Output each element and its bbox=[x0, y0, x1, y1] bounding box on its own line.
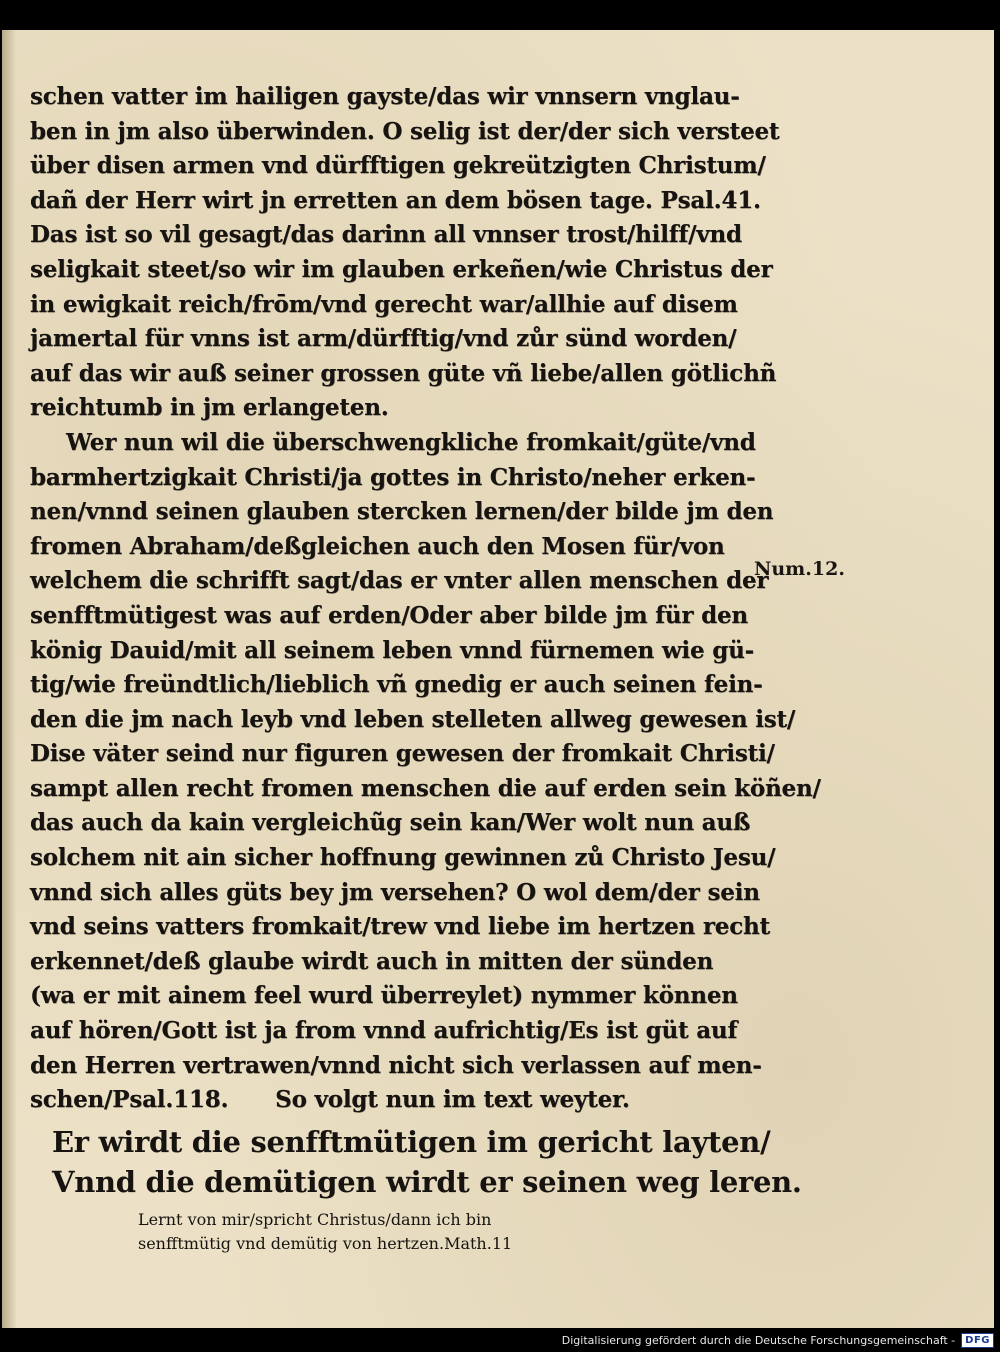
text-line: reichtumb in jm erlangeten. bbox=[30, 394, 389, 422]
text-line: erkennet/deß glaube wirdt auch in mitten der sünden bbox=[30, 947, 714, 975]
footer-text: Digitalisierung gefördert durch die Deutsche Forschungsgemeinschaft - bbox=[561, 1334, 956, 1347]
margin-reference: Num.12. bbox=[754, 558, 845, 580]
text-line: sampt allen recht fromen menschen die auf erden sein köñen/ bbox=[30, 774, 821, 802]
text-line: Das ist so vil gesagt/das darinn all vnnser trost/hilff/vnd bbox=[30, 221, 742, 249]
text-line: Wer nun wil die überschwengkliche fromkait/güte/vnd bbox=[66, 428, 756, 456]
verse-heading: Er wirdt die senfftmütigen im gericht layten/ bbox=[52, 1124, 771, 1159]
text-line: nen/vnnd seinen glauben stercken lernen/der bilde jm den bbox=[30, 498, 774, 526]
text-line: Dise väter seind nur figuren gewesen der fromkait Christi/ bbox=[30, 740, 775, 768]
text-line: schen/Psal.118. So volgt nun im text weyter. bbox=[30, 1086, 630, 1114]
text-line: vnnd sich alles güts bey jm versehen? O wol dem/der sein bbox=[30, 878, 760, 906]
text-line: in ewigkait reich/frōm/vnd gerecht war/allhie auf disem bbox=[30, 290, 738, 318]
text-line: senfftmütigest was auf erden/Oder aber bilde jm für den bbox=[30, 601, 748, 629]
verse-heading: Vnnd die demütigen wirdt er seinen weg leren. bbox=[52, 1164, 802, 1199]
gloss-line: Lernt von mir/spricht Christus/dann ich bin bbox=[138, 1209, 492, 1229]
text-line: über disen armen vnd dürfftigen gekreützigten Christum/ bbox=[30, 152, 766, 180]
text-line: dañ der Herr wirt jn erretten an dem bösen tage. Psal.41. bbox=[30, 186, 761, 214]
text-line: das auch da kain vergleichũg sein kan/Wer wolt nun auß bbox=[30, 809, 751, 837]
text-line: könig Dauid/mit all seinem leben vnnd fürnemen wie gü- bbox=[30, 636, 754, 664]
gloss-line: senfftmütig vnd demütig von hertzen.Math.11 bbox=[138, 1233, 513, 1253]
text-line: fromen Abraham/deßgleichen auch den Mosen für/von bbox=[30, 532, 725, 560]
digitization-footer bbox=[562, 1333, 994, 1348]
page-binding-edge bbox=[2, 30, 16, 1328]
text-line: vnd seins vatters fromkait/trew vnd liebe im hertzen recht bbox=[30, 913, 770, 941]
text-line: ben in jm also überwinden. O selig ist der/der sich versteet bbox=[30, 117, 780, 145]
text-line: den die jm nach leyb vnd leben stelleten allweg gewesen ist/ bbox=[30, 705, 796, 733]
text-line: welchem die schrifft sagt/das er vnter allen menschen der bbox=[30, 567, 769, 595]
text-line: auf hören/Gott ist ja from vnnd aufrichtig/Es ist güt auf bbox=[30, 1017, 738, 1045]
book-page bbox=[2, 30, 994, 1328]
dfg-logo: DFG bbox=[961, 1333, 994, 1348]
text-line: solchem nit ain sicher hoffnung gewinnen zů Christo Jesu/ bbox=[30, 844, 776, 872]
text-line: barmhertzigkait Christi/ja gottes in Christo/neher erken- bbox=[30, 463, 756, 491]
text-line: auf das wir auß seiner grossen güte vñ liebe/allen götlichñ bbox=[30, 359, 777, 387]
text-line: den Herren vertrawen/vnnd nicht sich verlassen auf men- bbox=[30, 1051, 762, 1079]
text-line: seligkait steet/so wir im glauben erkeñen/wie Christus der bbox=[30, 255, 773, 283]
text-line: (wa er mit ainem feel wurd überreylet) nymmer können bbox=[30, 982, 738, 1010]
text-line: schen vatter im hailigen gayste/das wir vnnsern vnglau- bbox=[30, 83, 740, 110]
text-line: tig/wie freündtlich/lieblich vñ gnedig er auch seinen fein- bbox=[30, 671, 763, 699]
text-line: jamertal für vnns ist arm/dürfftig/vnd zůr sünd worden/ bbox=[30, 325, 737, 353]
